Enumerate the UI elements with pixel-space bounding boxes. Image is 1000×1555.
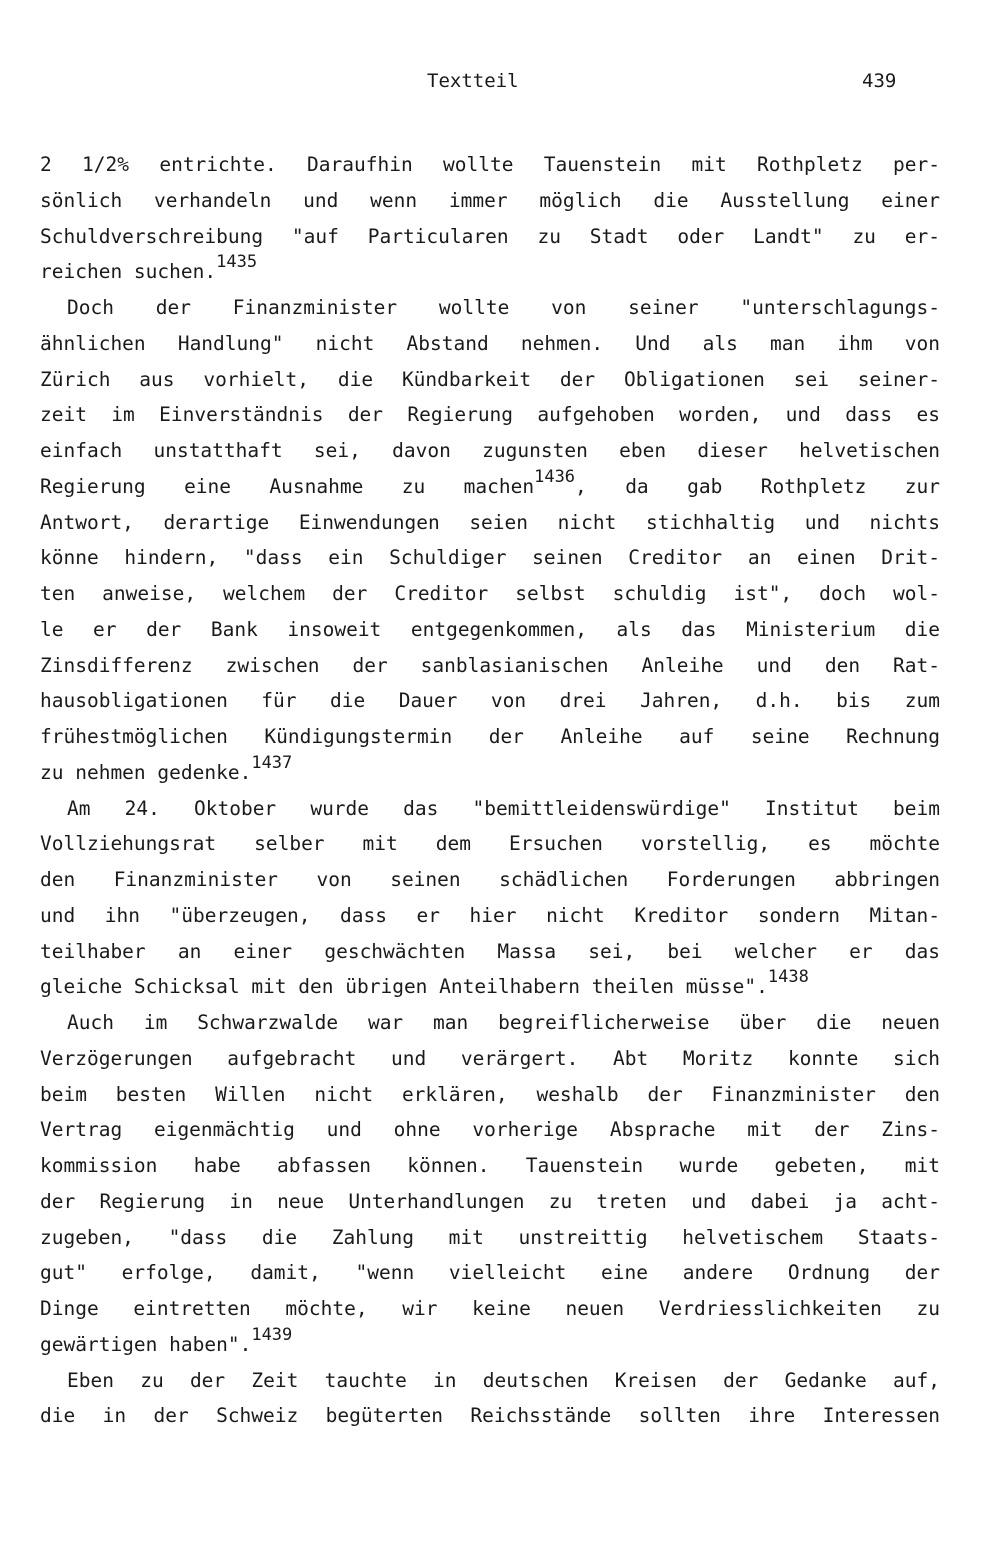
paragraph-4 xyxy=(40,1005,940,1363)
text-line: Auch im Schwarzwalde war man begreiflicherweise über die neuen xyxy=(67,1011,940,1034)
text-line: Am 24. Oktober wurde das "bemittleidenswürdige" Institut beim xyxy=(67,796,940,820)
line-text: Regierung eine Ausnahme zu machen xyxy=(40,474,535,498)
line-text: reichen suchen. xyxy=(40,260,217,284)
text-line: ähnlichen Handlung" nicht Abstand nehmen. Und als man ihm von xyxy=(40,331,940,355)
footnote-marker: 1435 xyxy=(216,252,258,273)
text-line: teilhaber an einer geschwächten Massa sei, bei welcher er das xyxy=(40,939,940,963)
text-line: gut" erfolge, damit, "wenn vielleicht eine andere Ordnung der xyxy=(40,1261,940,1285)
text-line: 2 1/2% entrichte. Daraufhin wollte Tauenstein mit Rothpletz per- xyxy=(40,153,940,176)
body-text xyxy=(40,147,940,1434)
paragraph-3 xyxy=(40,791,940,1006)
text-line: Antwort, derartige Einwendungen seien nicht stichhaltig und nichts xyxy=(40,510,940,534)
paragraph-1 xyxy=(40,147,940,290)
text-line: zeit im Einverständnis der Regierung aufgehoben worden, und dass es xyxy=(40,403,940,427)
line-text: gleiche Schicksal mit den übrigen Anteilhabern theilen müsse". xyxy=(40,975,768,999)
text-line xyxy=(40,969,940,1005)
footnote-marker: 1436 xyxy=(534,466,576,487)
page-number: 439 xyxy=(862,70,897,92)
text-line: und ihn "überzeugen, dass er hier nicht Kreditor sondern Mitan- xyxy=(40,903,940,927)
running-title: Textteil xyxy=(427,70,519,92)
text-line: Schuldverschreibung "auf Particularen zu Stadt oder Landt" zu er- xyxy=(40,224,940,248)
text-line xyxy=(40,1324,940,1363)
text-line xyxy=(40,752,940,791)
line-text: gewärtigen haben". xyxy=(40,1332,252,1356)
text-line: Zinsdifferenz zwischen der sanblasianischen Anleihe und den Rat- xyxy=(40,653,940,677)
text-line: den Finanzminister von seinen schädlichen Forderungen abbringen xyxy=(40,868,940,891)
line-text: , da gab Rothpletz zur xyxy=(575,474,940,498)
text-line: Doch der Finanzminister wollte von seiner "unterschlagungs- xyxy=(67,296,940,319)
text-line: könne hindern, "dass ein Schuldiger seinen Creditor an einen Drit- xyxy=(40,546,940,570)
page-header xyxy=(0,70,1000,96)
text-line xyxy=(40,254,940,290)
footnote-marker: 1439 xyxy=(251,1324,293,1345)
text-line: Verzögerungen aufgebracht und verärgert. Abt Moritz konnte sich xyxy=(40,1046,940,1070)
text-line xyxy=(40,466,940,505)
text-line: sönlich verhandeln und wenn immer möglich die Ausstellung einer xyxy=(40,188,940,212)
text-line: Eben zu der Zeit tauchte in deutschen Kreisen der Gedanke auf, xyxy=(67,1368,940,1392)
text-line: beim besten Willen nicht erklären, weshalb der Finanzminister den xyxy=(40,1082,940,1106)
paragraph-5 xyxy=(40,1363,940,1435)
text-line: Dinge eintretten möchte, wir keine neuen Verdriesslichkeiten zu xyxy=(40,1297,940,1320)
text-line: ten anweise, welchem der Creditor selbst schuldig ist", doch wol- xyxy=(40,582,940,605)
text-line: zugeben, "dass die Zahlung mit unstreittig helvetischem Staats- xyxy=(40,1225,940,1249)
text-line: Vollziehungsrat selber mit dem Ersuchen vorstellig, es möchte xyxy=(40,832,940,856)
text-line: die in der Schweiz begüterten Reichsstände sollten ihre Interessen xyxy=(40,1404,940,1428)
paragraph-2 xyxy=(40,290,940,791)
text-line: einfach unstatthaft sei, davon zugunsten eben dieser helvetischen xyxy=(40,439,940,462)
text-line: der Regierung in neue Unterhandlungen zu treten und dabei ja acht- xyxy=(40,1189,940,1213)
text-line: frühestmöglichen Kündigungstermin der Anleihe auf seine Rechnung xyxy=(40,725,940,748)
footnote-marker: 1437 xyxy=(251,752,293,773)
footnote-marker: 1438 xyxy=(767,967,809,988)
text-line: le er der Bank insoweit entgegenkommen, als das Ministerium die xyxy=(40,617,940,641)
text-line: Zürich aus vorhielt, die Kündbarkeit der Obligationen sei seiner- xyxy=(40,367,940,391)
text-line: hausobligationen für die Dauer von drei Jahren, d.h. bis zum xyxy=(40,689,940,713)
text-line: kommission habe abfassen können. Tauenstein wurde gebeten, mit xyxy=(40,1154,940,1177)
line-text: zu nehmen gedenke. xyxy=(40,760,252,784)
text-line: Vertrag eigenmächtig und ohne vorherige Absprache mit der Zins- xyxy=(40,1118,940,1142)
